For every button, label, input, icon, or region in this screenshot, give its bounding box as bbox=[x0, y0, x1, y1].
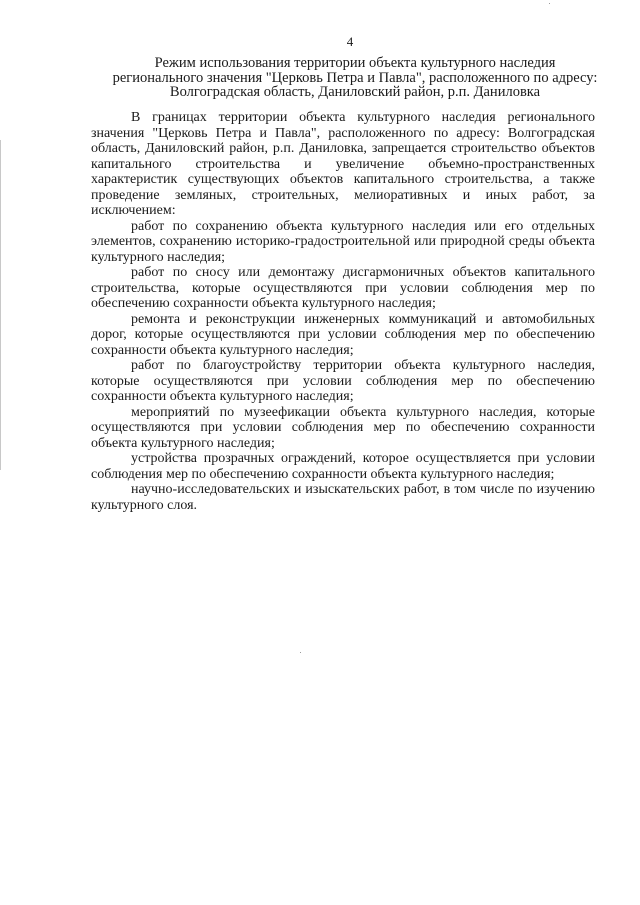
exception-item: научно-исследовательских и изыскательских работ, в том числе по изучению культурного слоя. bbox=[91, 482, 595, 513]
exception-item: работ по сносу или демонтажу дисгармоничных объектов капитального строительства, которые осуществляются при условии соблюдения мер по обеспечению сохранности объекта культурного наследия; bbox=[91, 265, 595, 311]
scan-speck bbox=[549, 3, 550, 4]
title-line: Режим использования территории объекта культурного наследия bbox=[154, 55, 556, 71]
page-number: 4 bbox=[346, 34, 354, 49]
exception-item: устройства прозрачных ограждений, которое осуществляется при условии соблюдения мер по обеспечению сохранности объекта культурного наследия; bbox=[91, 451, 595, 482]
intro-paragraph: В границах территории объекта культурного наследия регионального значения "Церковь Петра и Павла", расположенного по адресу: Волгоградская область, Даниловский район, р.п. Даниловка, запрещается строительство объектов капитального строительства и увеличение объемно-пространственных характеристик существующих объектов капитального строительства, а также проведение земляных, строительных, мелиоративных и иных работ, за исключением: bbox=[91, 110, 595, 218]
scan-speck bbox=[300, 652, 301, 653]
exception-item: работ по благоустройству территории объекта культурного наследия, которые осуществляются при условии соблюдения мер по обеспечению сохранности объекта культурного наследия; bbox=[91, 358, 595, 404]
document-title bbox=[90, 56, 620, 100]
scan-edge-line bbox=[0, 140, 1, 470]
exception-item: мероприятий по музеефикации объекта культурного наследия, которые осуществляются при условии соблюдения мер по обеспечению сохранности объекта культурного наследия; bbox=[91, 404, 595, 451]
exception-item: ремонта и реконструкции инженерных коммуникаций и автомобильных дорог, которые осуществляются при условии соблюдения мер по обеспечению сохранности объекта культурного наследия; bbox=[91, 311, 595, 358]
title-line: Волгоградская область, Даниловский район, р.п. Даниловка bbox=[169, 84, 541, 100]
exception-item: работ по сохранению объекта культурного наследия или его отдельных элементов, сохранению историко-градостроительной или природной среды объекта культурного наследия; bbox=[91, 218, 595, 265]
title-line: регионального значения "Церковь Петра и Павла", расположенного по адресу: bbox=[112, 69, 598, 86]
document-body bbox=[91, 110, 595, 513]
